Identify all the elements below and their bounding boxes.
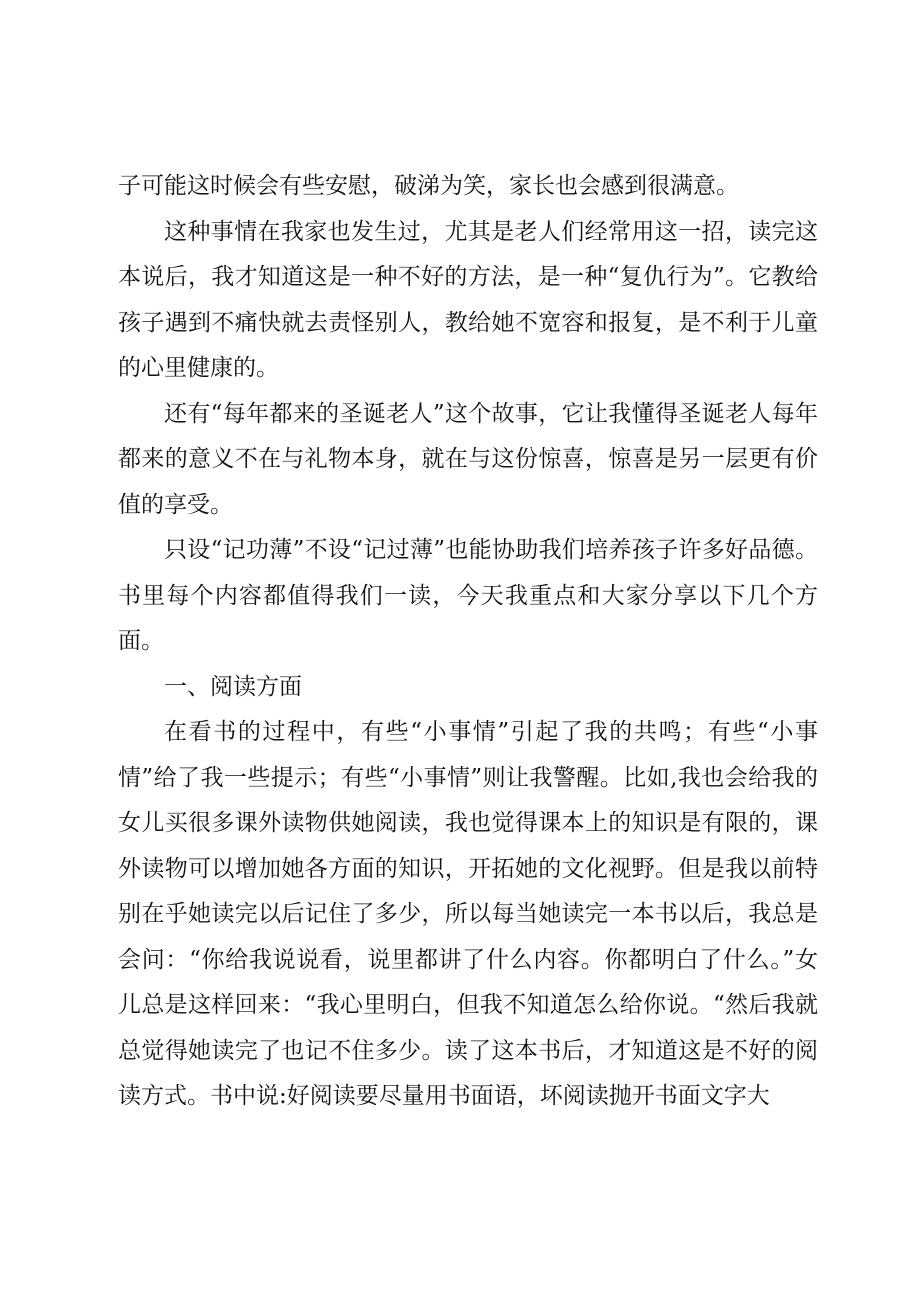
paragraph: 只设“记功薄”不设“记过薄”也能协助我们培养孩子许多好品德。书里每个内容都值得我们一读，今天我重点和大家分享以下几个方面。 bbox=[118, 537, 818, 654]
paragraph: 在看书的过程中，有些“小事情”引起了我的共鸣；有些“小事情”给了我一些提示；有些“小事情”则让我警醒。比如,我也会给我的女儿买很多课外读物供她阅读，我也觉得课本上的知识是有限的，课外读物可以增加她各方面的知识，开拓她的文化视野。但是我以前特别在乎她读完以后记住了多少，所以每当她读完一本书以后，我总是会问：“你给我说说看，说里都讲了什么内容。你都明白了什么。”女儿总是这样回来：“我心里明白，但我不知道怎么给你说。“然后我就总觉得她读完了也记不住多少。读了这本书后，才知道这是不好的阅读方式。书中说:好阅读要尽量用书面语，坏阅读抛开书面文字大 bbox=[118, 719, 818, 1109]
paragraph-continuation: 子可能这时候会有些安慰，破涕为笑，家长也会感到很满意。 bbox=[118, 173, 739, 199]
document-body bbox=[118, 164, 818, 1120]
paragraph: 还有“每年都来的圣诞老人”这个故事，它让我懂得圣诞老人每年都来的意义不在与礼物本身，就在与这份惊喜，惊喜是另一层更有价值的享受。 bbox=[118, 400, 818, 518]
paragraph: 这种事情在我家也发生过，尤其是老人们经常用这一招，读完这本说后，我才知道这是一种不好的方法，是一种“复仇行为”。它教给孩子遇到不痛快就去责怪别人，教给她不宽容和报复，是不利于儿童的心里健康的。 bbox=[118, 218, 818, 381]
section-heading: 一、阅读方面 bbox=[164, 673, 302, 700]
